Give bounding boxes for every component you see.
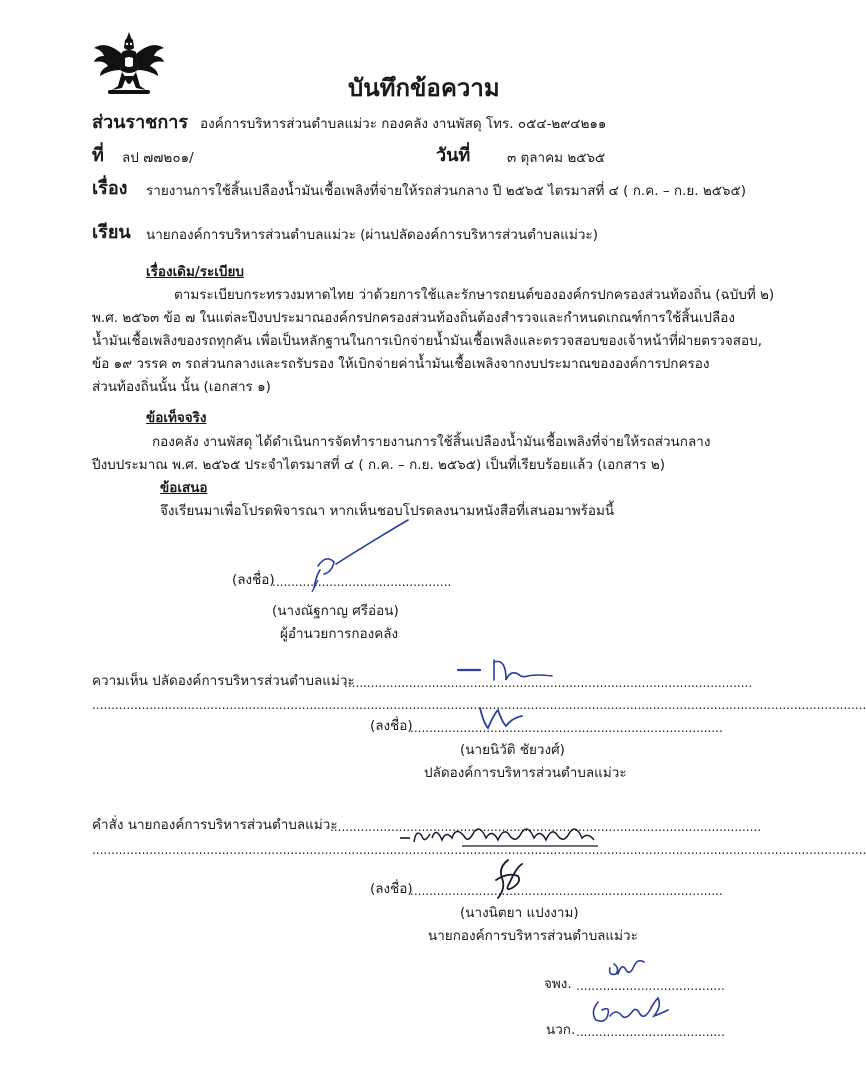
footer-label-2: นวก. <box>546 1022 576 1038</box>
order-signature-line: .................................................................................. <box>410 884 723 898</box>
footer-initial-2 <box>588 992 674 1028</box>
background-line-4: ข้อ ๑๙ วรรค ๓ รถส่วนกลางและรถรับรอง ให้เบิกจ่ายค่าน้ำมันเชื้อเพลิงจากงบประมาณขององค์การปกครอง <box>92 356 710 372</box>
background-line-1: ตามระเบียบกระทรวงมหาดไทย ว่าด้วยการใช้และรักษารถยนต์ขององค์กรปกครองส่วนท้องถิ่น (ฉบับที่ ๒) <box>174 287 775 303</box>
signer1-sign-label: (ลงชื่อ) <box>232 572 275 588</box>
date-label: วันที่ <box>436 145 471 166</box>
proposal-heading: ข้อเสนอ <box>160 480 208 496</box>
footer-label-1: จพง. <box>544 976 572 992</box>
proposal-line: จึงเรียนมาเพื่อโปรดพิจารณา หากเห็นชอบโปรดลงนามหนังสือที่เสนอมาพร้อมนี้ <box>160 503 615 519</box>
document-number-value: ลป ๗๗๒๐๑/ <box>122 150 194 166</box>
department-label: ส่วนราชการ <box>92 112 189 133</box>
opinion-line-1: ........................................................................................................... <box>344 676 753 690</box>
order-position: นายกองค์การบริหารส่วนตำบลแม่วะ <box>428 928 638 944</box>
facts-line-1: กองคลัง งานพัสดุ ได้ดำเนินการจัดทำรายงานการใช้สิ้นเปลืองน้ำมันเชื้อเพลิงที่จ่ายให้รถส่วนกลาง <box>152 434 711 450</box>
background-line-2: พ.ศ. ๒๕๖๓ ข้อ ๗ ในแต่ละปีงบประมาณองค์กรปกครองส่วนท้องถิ่นต้องสำรวจและกำหนดเกณฑ์การใช้สิ้นเปลือง <box>92 310 735 326</box>
order-signature-image <box>488 858 528 900</box>
garuda-emblem <box>92 30 166 98</box>
signer1-name: (นางณัฐกาญ ศรีอ่อน) <box>272 603 399 619</box>
order-sign-label: (ลงชื่อ) <box>370 881 413 897</box>
order-handwriting <box>398 820 610 850</box>
subject-label: เรื่อง <box>92 178 128 199</box>
background-line-5: ส่วนท้องถิ่นนั้น นั้น (เอกสาร ๑) <box>92 379 271 395</box>
footer-line-2: ....................................... <box>576 1025 725 1039</box>
opinion-line-2: ........................................................................................................................................................................................................... <box>92 698 866 712</box>
signer1-position: ผู้อำนวยการกองคลัง <box>280 626 399 642</box>
footer-line-1: ....................................... <box>576 979 725 993</box>
to-value: นายกองค์การบริหารส่วนตำบลแม่วะ (ผ่านปลัดองค์การบริหารส่วนตำบลแม่วะ) <box>146 227 598 243</box>
subject-value: รายงานการใช้สิ้นเปลืองน้ำมันเชื้อเพลิงที่จ่ายให้รถส่วนกลาง ปี ๒๕๖๕ ไตรมาสที่ ๔ ( ก.ค. – ก.ย. ๒๕๖๕) <box>146 183 746 199</box>
order-name: (นางนิตยา แปงงาม) <box>460 905 579 921</box>
background-line-3: น้ำมันเชื้อเพลิงของรถทุกคัน เพื่อเป็นหลักฐานในการเบิกจ่ายน้ำมันเชื้อเพลิงและตรวจสอบของเจ้าหน้าที่ฝ่ายตรวจสอบ, <box>92 333 763 349</box>
order-line-1: ................................................................................................................. <box>330 820 762 834</box>
footer-initial-1 <box>604 954 648 980</box>
order-label: คำสั่ง นายกองค์การบริหารส่วนตำบลแม่วะ <box>92 817 338 833</box>
opinion-handwriting <box>456 656 556 684</box>
opinion-sign-label: (ลงชื่อ) <box>370 718 413 734</box>
facts-heading: ข้อเท็จจริง <box>146 410 207 426</box>
signer1-signature-line: ............................................... <box>272 575 452 589</box>
facts-line-2: ปีงบประมาณ พ.ศ. ๒๕๖๕ ประจำไตรมาสที่ ๔ ( ก.ค. – ก.ย. ๒๕๖๕) เป็นที่เรียบร้อยแล้ว (เอกสาร ๒) <box>92 457 665 473</box>
document-number-label: ที่ <box>92 145 104 166</box>
department-value: องค์การบริหารส่วนตำบลแม่วะ กองคลัง งานพัสดุ โทร. ๐๕๔-๒๙๔๒๑๑ <box>200 116 607 132</box>
order-line-2: ........................................................................................................................................................................................................... <box>92 843 866 857</box>
opinion-signature-image <box>476 700 526 734</box>
opinion-position: ปลัดองค์การบริหารส่วนตำบลแม่วะ <box>424 765 627 781</box>
page-title: บันทึกข้อความ <box>348 74 500 102</box>
to-label: เรียน <box>92 222 131 243</box>
opinion-signature-line: .................................................................................. <box>410 721 723 735</box>
background-heading: เรื่องเดิม/ระเบียบ <box>146 264 244 280</box>
date-value: ๓ ตุลาคม ๒๕๖๕ <box>507 150 606 166</box>
opinion-label: ความเห็น ปลัดองค์การบริหารส่วนตำบลแม่วะ <box>92 673 355 689</box>
opinion-name: (นายนิวัติ ชัยวงศ์) <box>460 742 565 758</box>
signer1-signature-image <box>304 518 414 594</box>
